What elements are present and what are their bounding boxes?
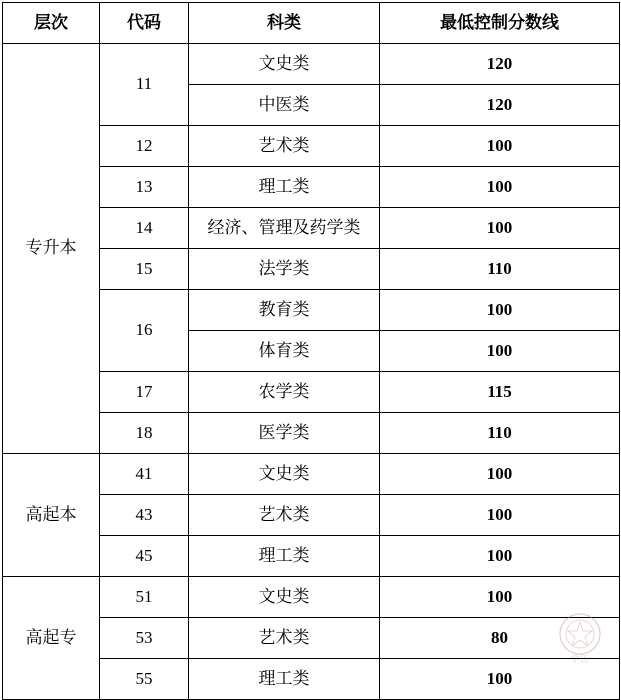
- table-header-row: [3, 3, 620, 44]
- subject-cell: 艺术类: [189, 495, 380, 536]
- code-cell: 15: [100, 249, 189, 290]
- subject-cell: 农学类: [189, 372, 380, 413]
- watermark-text: 学历: [570, 654, 590, 664]
- level-cell: 专升本: [3, 44, 100, 454]
- code-cell: 41: [100, 454, 189, 495]
- code-cell: 43: [100, 495, 189, 536]
- table-body: [3, 44, 620, 700]
- level-cell: 高起专: [3, 577, 100, 700]
- score-cell: 100: [380, 495, 620, 536]
- score-cell: 120: [380, 85, 620, 126]
- header-code: 代码: [100, 3, 189, 44]
- code-cell: 13: [100, 167, 189, 208]
- subject-cell: 经济、管理及药学类: [189, 208, 380, 249]
- header-subject: 科类: [189, 3, 380, 44]
- score-cell: 100: [380, 659, 620, 700]
- code-cell: 53: [100, 618, 189, 659]
- code-cell: 51: [100, 577, 189, 618]
- score-cell: 110: [380, 413, 620, 454]
- score-cell: 100: [380, 536, 620, 577]
- subject-cell: 教育类: [189, 290, 380, 331]
- code-cell: 55: [100, 659, 189, 700]
- score-cell: 100: [380, 290, 620, 331]
- subject-cell: 理工类: [189, 167, 380, 208]
- subject-cell: 文史类: [189, 44, 380, 85]
- subject-cell: 文史类: [189, 577, 380, 618]
- header-score: 最低控制分数线: [380, 3, 620, 44]
- minimum-score-line-table: [2, 2, 620, 700]
- subject-cell: 理工类: [189, 659, 380, 700]
- score-line-document: [0, 2, 621, 690]
- table-row: [3, 454, 620, 495]
- score-cell: 115: [380, 372, 620, 413]
- subject-cell: 艺术类: [189, 126, 380, 167]
- code-cell: 11: [100, 44, 189, 126]
- score-cell: 100: [380, 454, 620, 495]
- table-row: [3, 577, 620, 618]
- code-cell: 12: [100, 126, 189, 167]
- subject-cell: 艺术类: [189, 618, 380, 659]
- score-cell: 100: [380, 208, 620, 249]
- subject-cell: 医学类: [189, 413, 380, 454]
- subject-cell: 理工类: [189, 536, 380, 577]
- code-cell: 14: [100, 208, 189, 249]
- code-cell: 45: [100, 536, 189, 577]
- score-cell: 100: [380, 167, 620, 208]
- score-cell: 80: [380, 618, 620, 659]
- subject-cell: 法学类: [189, 249, 380, 290]
- subject-cell: 中医类: [189, 85, 380, 126]
- score-cell: 120: [380, 44, 620, 85]
- subject-cell: 体育类: [189, 331, 380, 372]
- code-cell: 18: [100, 413, 189, 454]
- code-cell: 17: [100, 372, 189, 413]
- subject-cell: 文史类: [189, 454, 380, 495]
- table-row: [3, 44, 620, 85]
- score-cell: 100: [380, 126, 620, 167]
- score-cell: 100: [380, 577, 620, 618]
- table-header: [3, 3, 620, 44]
- level-cell: 高起本: [3, 454, 100, 577]
- code-cell: 16: [100, 290, 189, 372]
- header-level: 层次: [3, 3, 100, 44]
- score-cell: 110: [380, 249, 620, 290]
- score-cell: 100: [380, 331, 620, 372]
